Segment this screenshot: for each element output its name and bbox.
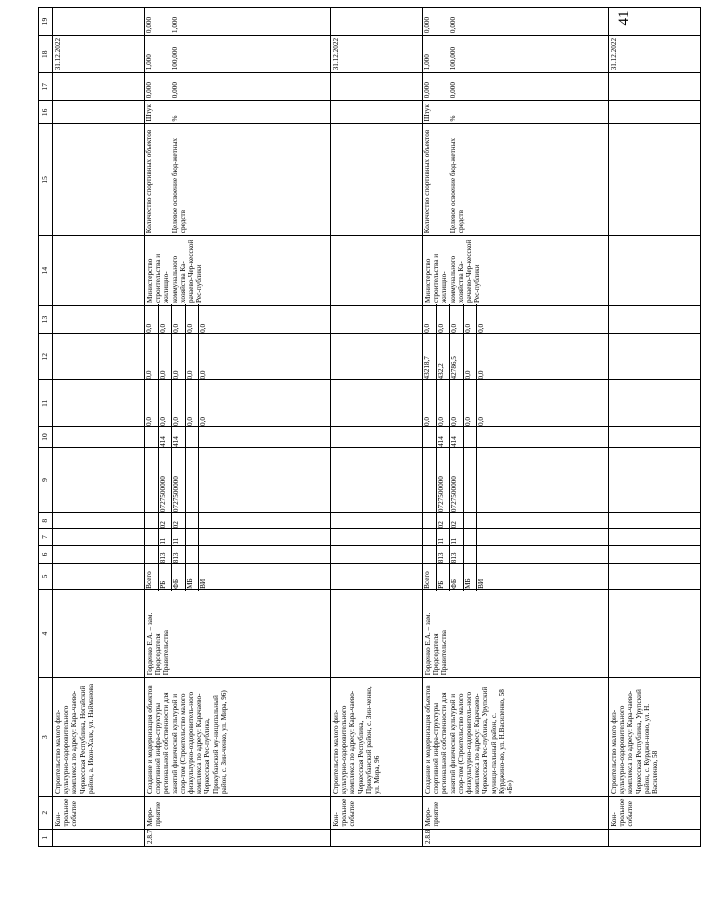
empty-cell <box>609 333 701 380</box>
row-description: Строительство малого физ-культурно-оздоровительного комплекса по адресу: Кара-чаево-Черкесская Республика, Ногайский район, а. Икон-Халк, ул. Найманова <box>53 678 145 797</box>
funding-value: 0,0 <box>172 332 186 382</box>
funding-value <box>186 425 200 449</box>
indicator-column-15 <box>423 124 609 236</box>
funding-value <box>145 425 159 449</box>
row-description: Создание и модернизация объектов спортивной инфра-структуры региональной собственности для занятий физической культурой и спор-том (Строительство малого физкультурно-оздоровитель-ного комплекса по адресу: Карачаево-Черкесская Рес-публика, Прикубанский му-ниципальный район, с. Зин-ченко, ул. Мира, 96) <box>145 678 331 797</box>
empty-cell <box>609 73 701 101</box>
funding-value <box>477 446 490 514</box>
funding-value: РБ <box>159 562 173 591</box>
column-number: 16 <box>39 101 53 124</box>
row-number <box>609 829 701 846</box>
measure-row <box>145 8 331 847</box>
responsible-person: Горденко Е.А. – зам. Председателя Правительства <box>145 589 331 677</box>
funding-value <box>423 425 437 449</box>
funding-value <box>145 446 159 514</box>
funding-value: 0,0 <box>477 417 485 426</box>
responsible-executor: Министерство строительства и жилищно-коммунального хозяйства Ка-рачаево-Чер-кесской Рес-публики <box>423 236 609 306</box>
column-number: 8 <box>39 513 53 529</box>
funding-value: 0727500000 <box>172 446 186 514</box>
funding-value: МБ <box>464 562 478 591</box>
row-type: Меро-приятие <box>423 796 609 829</box>
indicator-value: 0,000 <box>171 82 179 99</box>
funding-value <box>477 544 490 566</box>
funding-column-12 <box>423 333 609 380</box>
funding-value <box>145 544 159 566</box>
funding-column-10 <box>145 426 331 447</box>
funding-value <box>199 544 212 566</box>
control-event-row <box>53 8 145 847</box>
funding-column-5 <box>423 564 609 590</box>
row-number: 2.8.7 <box>145 829 331 846</box>
funding-value: 0,0 <box>186 378 200 428</box>
empty-cell <box>331 73 423 101</box>
empty-cell <box>609 101 701 124</box>
indicator-value: Количество спортивных объектов <box>145 129 153 234</box>
empty-cell <box>53 545 145 564</box>
empty-cell <box>53 124 145 236</box>
indicator-column-17 <box>423 73 609 101</box>
empty-cell <box>53 333 145 380</box>
page-number: 41 <box>616 10 632 26</box>
funding-value: 0,0 <box>159 332 173 382</box>
funding-value: 414 <box>450 425 464 449</box>
funding-column-13 <box>145 306 331 334</box>
indicator-column-19 <box>145 8 331 36</box>
control-event-row <box>331 8 423 847</box>
indicator-value: Целевое освоение бюд-жетных средств <box>171 137 188 234</box>
funding-value: 0,0 <box>186 332 200 382</box>
column-number: 7 <box>39 529 53 545</box>
funding-column-11 <box>423 380 609 427</box>
row-description: Строительство малого физ-культурно-оздоровительного комплекса по адресу: Кара-чаево-Черкесская Республика, Урупский район, с. Курджи-ново, ул. Н. Василенко, 58 <box>609 678 701 797</box>
empty-cell <box>609 564 701 590</box>
empty-cell <box>609 513 701 529</box>
empty-cell <box>331 306 423 334</box>
funding-value: 813 <box>172 544 186 566</box>
funding-value: 0727500000 <box>450 446 464 514</box>
empty-cell <box>53 101 145 124</box>
funding-value: 11 <box>172 527 186 546</box>
funding-value: 0,0 <box>423 378 437 428</box>
program-table <box>38 7 701 847</box>
row-type: Меро-приятие <box>145 796 331 829</box>
empty-cell <box>609 426 701 447</box>
indicator-value: Штук <box>423 104 431 122</box>
empty-cell <box>331 380 423 427</box>
funding-column-6 <box>423 545 609 564</box>
funding-value: 02 <box>450 511 464 530</box>
indicator-column-18 <box>145 36 331 73</box>
row-description: Создание и модернизация объектов спортивной инфра-структуры региональной собственности для занятий физической культурой и спор-том (Строительство малого физкультурно-оздоровитель-ного комплекса по адресу: Карачаево-Черкесская Рес-публика, Урупский муници-пальный район, с. Курджино-во, ул. Н.Василенко, 58 «Б») <box>423 678 609 797</box>
funding-column-8 <box>145 513 331 529</box>
empty-cell <box>609 124 701 236</box>
funding-value <box>464 446 478 514</box>
empty-cell <box>53 426 145 447</box>
indicator-value: 0,000 <box>145 82 153 99</box>
column-number: 11 <box>39 380 53 427</box>
indicator-value: 0,000 <box>449 82 457 99</box>
funding-value: ВИ <box>477 578 485 589</box>
indicator-value: 100,000 <box>449 46 457 71</box>
funding-value: 0727500000 <box>159 446 173 514</box>
column-number: 19 <box>39 8 53 36</box>
indicator-value: 0,000 <box>145 16 153 34</box>
funding-value <box>464 425 478 449</box>
funding-column-8 <box>423 513 609 529</box>
row-number <box>53 829 145 846</box>
indicator-value: Целевое освоение бюд-жетных средств <box>449 137 466 234</box>
empty-cell <box>331 101 423 124</box>
empty-cell <box>331 124 423 236</box>
funding-column-13 <box>423 306 609 334</box>
funding-value <box>186 446 200 514</box>
funding-value: Всего <box>145 562 159 591</box>
indicator-column-19 <box>423 8 609 36</box>
column-number: 13 <box>39 306 53 334</box>
deadline-date: 31.12.2022 <box>53 36 145 73</box>
indicator-value: 0,000 <box>423 82 431 99</box>
indicator-column-15 <box>145 124 331 236</box>
funding-value: 414 <box>437 425 451 449</box>
indicator-value: % <box>449 115 457 122</box>
funding-value: 0,0 <box>159 378 173 428</box>
row-type: Кон-трольное событие <box>609 796 701 829</box>
column-number: 10 <box>39 426 53 447</box>
funding-value: 414 <box>159 425 173 449</box>
indicator-value: Количество спортивных объектов <box>423 129 431 234</box>
funding-value <box>464 544 478 566</box>
funding-value: 0,0 <box>450 378 464 428</box>
funding-value: РБ <box>437 562 451 591</box>
funding-column-6 <box>145 545 331 564</box>
indicator-value: 100,000 <box>171 46 179 71</box>
empty-cell <box>609 8 701 36</box>
indicator-value: 1,000 <box>145 54 153 71</box>
funding-value <box>423 544 437 566</box>
empty-cell <box>609 529 701 545</box>
column-number: 3 <box>39 678 53 797</box>
indicator-value: 1,000 <box>171 16 179 34</box>
empty-cell <box>53 447 145 512</box>
column-number: 9 <box>39 447 53 512</box>
column-number: 5 <box>39 564 53 590</box>
funding-value: 0,0 <box>464 332 478 382</box>
funding-column-12 <box>145 333 331 380</box>
funding-value <box>199 446 212 514</box>
funding-value: 0,0 <box>145 304 159 335</box>
column-number: 17 <box>39 73 53 101</box>
funding-column-10 <box>423 426 609 447</box>
column-number: 15 <box>39 124 53 236</box>
responsible-person: Горденко Е.А. – зам. Председателя Правительства <box>423 589 609 677</box>
row-type: Кон-трольное событие <box>331 796 423 829</box>
funding-value: ВИ <box>199 578 207 589</box>
empty-cell <box>53 8 145 36</box>
funding-column-9 <box>423 447 609 512</box>
funding-value <box>199 425 212 449</box>
funding-column-9 <box>145 447 331 512</box>
funding-value: 0,0 <box>199 370 207 380</box>
funding-value: 0,0 <box>199 323 207 333</box>
funding-value: 0,0 <box>477 323 485 333</box>
funding-value: 0,0 <box>199 417 207 426</box>
column-number-row <box>39 8 53 847</box>
funding-value: 0,0 <box>186 304 200 335</box>
empty-cell <box>331 564 423 590</box>
funding-value: 02 <box>172 511 186 530</box>
empty-cell <box>609 306 701 334</box>
empty-cell <box>331 333 423 380</box>
column-number: 12 <box>39 333 53 380</box>
empty-cell <box>331 426 423 447</box>
empty-cell <box>53 306 145 334</box>
funding-value: 0,0 <box>423 304 437 335</box>
empty-cell <box>53 513 145 529</box>
funding-value: 0,0 <box>172 304 186 335</box>
funding-value: 0,0 <box>145 378 159 428</box>
empty-cell <box>331 589 423 677</box>
empty-cell <box>609 447 701 512</box>
deadline-date: 31.12.2022 <box>331 36 423 73</box>
funding-value: 414 <box>172 425 186 449</box>
funding-value: 02 <box>437 511 451 530</box>
empty-cell <box>331 236 423 306</box>
funding-value: ФБ <box>450 562 464 591</box>
empty-cell <box>331 447 423 512</box>
funding-value: 813 <box>159 544 173 566</box>
funding-value <box>186 544 200 566</box>
indicator-value: Штук <box>145 104 153 122</box>
row-number <box>331 829 423 846</box>
empty-cell <box>53 564 145 590</box>
empty-cell <box>53 529 145 545</box>
funding-value: Всего <box>423 562 437 591</box>
funding-column-7 <box>423 529 609 545</box>
funding-value: 11 <box>159 527 173 546</box>
column-number: 18 <box>39 36 53 73</box>
empty-cell <box>331 513 423 529</box>
funding-value: 0,0 <box>464 378 478 428</box>
funding-value: 11 <box>437 527 451 546</box>
funding-value: 11 <box>450 527 464 546</box>
column-number: 14 <box>39 236 53 306</box>
responsible-executor: Министерство строительства и жилищно-коммунального хозяйства Ка-рачаево-Чер-кесской Рес-публики <box>145 236 331 306</box>
empty-cell <box>53 236 145 306</box>
indicator-value: % <box>171 115 179 122</box>
funding-value: 0,0 <box>477 370 485 380</box>
funding-value: 42786,5 <box>450 332 464 382</box>
funding-value: МБ <box>186 562 200 591</box>
column-number: 4 <box>39 589 53 677</box>
measure-row <box>423 8 609 847</box>
funding-value: 0,0 <box>145 332 159 382</box>
indicator-column-18 <box>423 36 609 73</box>
funding-value: 0,0 <box>159 304 173 335</box>
funding-column-7 <box>145 529 331 545</box>
indicator-column-17 <box>145 73 331 101</box>
indicator-value: 0,000 <box>423 16 431 34</box>
funding-value: 0,0 <box>437 304 451 335</box>
empty-cell <box>53 73 145 101</box>
empty-cell <box>331 8 423 36</box>
funding-value: 813 <box>437 544 451 566</box>
row-description: Строительство малого физ-культурно-оздоровительного комплекса по адресу: Кара-чаево-Черкесская Республика, Прикубанский район, с. Зин-ченко, ул. Мира, 96 <box>331 678 423 797</box>
indicator-value: 1,000 <box>423 54 431 71</box>
funding-column-5 <box>145 564 331 590</box>
funding-value: 0,0 <box>437 378 451 428</box>
funding-value: 02 <box>159 511 173 530</box>
empty-cell <box>331 545 423 564</box>
funding-value <box>477 425 490 449</box>
program-table-rotated <box>38 7 660 847</box>
funding-value: 0,0 <box>450 304 464 335</box>
deadline-date: 31.12.2022 <box>609 36 701 73</box>
control-event-row <box>609 8 701 847</box>
funding-value: ФБ <box>172 562 186 591</box>
empty-cell <box>331 529 423 545</box>
row-type: Кон-трольное событие <box>53 796 145 829</box>
indicator-column-16 <box>423 101 609 124</box>
funding-value: 0,0 <box>464 304 478 335</box>
empty-cell <box>53 589 145 677</box>
funding-value: 0,0 <box>172 378 186 428</box>
indicator-column-16 <box>145 101 331 124</box>
column-number: 6 <box>39 545 53 564</box>
column-number: 2 <box>39 796 53 829</box>
funding-value: 43218,7 <box>423 332 437 382</box>
funding-value: 0727500000 <box>437 446 451 514</box>
indicator-value: 0,000 <box>449 16 457 34</box>
empty-cell <box>609 545 701 564</box>
empty-cell <box>609 380 701 427</box>
funding-column-11 <box>145 380 331 427</box>
empty-cell <box>609 589 701 677</box>
row-number: 2.8.8 <box>423 829 609 846</box>
empty-cell <box>53 380 145 427</box>
funding-value: 432,2 <box>437 332 451 382</box>
column-number: 1 <box>39 829 53 846</box>
funding-value <box>423 446 437 514</box>
empty-cell <box>609 236 701 306</box>
funding-value: 813 <box>450 544 464 566</box>
